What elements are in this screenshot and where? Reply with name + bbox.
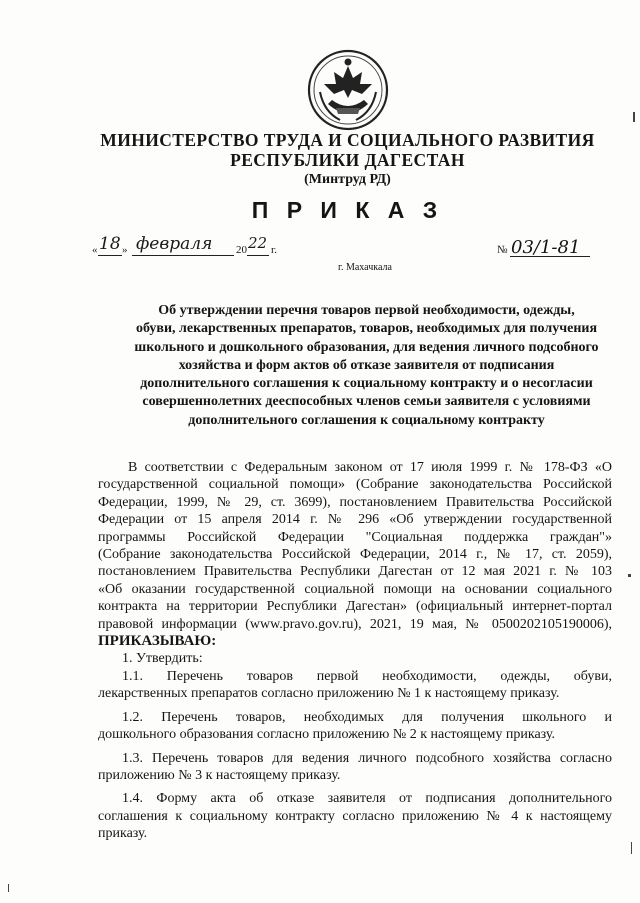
date-day: 18 — [99, 234, 121, 254]
dagestan-coat-of-arms-icon — [306, 48, 390, 132]
clause-1-1-line: лекарственных препаратов согласно приложению № 1 к настоящему приказу. — [98, 686, 560, 702]
clause-1-3-line: 1.3. Перечень товаров для ведения личного подсобного хозяйства согласно — [122, 750, 612, 766]
date-open-quote: « — [92, 244, 98, 256]
date-close-quote: » — [122, 244, 128, 256]
order-subject — [104, 302, 629, 430]
scan-mark — [633, 112, 635, 122]
scan-mark — [631, 842, 632, 854]
preamble-line: правовой информации (www.pravo.gov.ru), 2021, 19 мая, № 0500202105190006), — [98, 616, 612, 632]
preamble-line: государственной социальной помощи» (Собрание законодательства Российской — [98, 477, 612, 493]
subject-line: обуви, лекарственных препаратов, товаров, необходимых для получения — [135, 321, 598, 337]
date-year-prefix: 20 — [236, 244, 247, 256]
preamble-line: Федерации, 1999, № 29, ст. 3699), постановлением Правительства Российской — [98, 494, 612, 510]
subject-line: дополнительного соглашения к социальному контракту и о несогласии — [140, 376, 593, 392]
order-body — [98, 459, 612, 843]
date-month: февраля — [136, 234, 213, 254]
clause-1-4-line: соглашения к социальному контракту согласно приложению № 4 к настоящему — [98, 808, 612, 824]
clause-1-2-line: дошкольного образования согласно приложению № 2 к настоящему приказу. — [98, 727, 555, 743]
city-name: г. Махачкала — [338, 262, 392, 273]
preamble-line: контракта на территории Республики Дагестан» (официальный интернет-портал — [98, 599, 612, 615]
order-keyword: ПРИКАЗЫВАЮ: — [98, 633, 217, 650]
preamble-line: Федерации от 15 апреля 2014 г. № 296 «Об утверждении государственной — [98, 512, 612, 528]
clause-1-4-line: приказу. — [98, 826, 148, 842]
subject-line: Об утверждении перечня товаров первой необходимости, одежды, — [158, 303, 575, 318]
clause-1-4-line: 1.4. Форму акта об отказе заявителя от подписания дополнительного — [122, 791, 612, 807]
order-number — [497, 238, 597, 262]
clause-1-2-line: 1.2. Перечень товаров, необходимых для получения школьного и — [122, 709, 612, 725]
scan-mark — [628, 574, 631, 577]
date-year-suffix: 22 — [248, 234, 268, 252]
clause-1: 1. Утвердить: — [122, 651, 203, 667]
preamble-line: В соответствии с Федеральным законом от 17 июля 1999 г. № 178-ФЗ «О — [128, 460, 612, 475]
subject-line: совершеннолетних дееспособных членов семьи заявителя с условиями — [142, 394, 591, 410]
order-date — [92, 234, 292, 262]
scan-mark — [8, 884, 9, 892]
preamble-line: программы Российской Федерации "Социальная поддержка граждан"» — [98, 529, 612, 545]
preamble-line: (Собрание законодательства Российской Федерации, 2014 г., № 17, ст. 2059), — [98, 547, 612, 563]
subject-line: дополнительного соглашения к социальному контракту — [188, 412, 545, 428]
clause-1-1-line: 1.1. Перечень товаров первой необходимости, одежды, обуви, — [122, 668, 612, 684]
preamble-line: «Об оказании государственной социальной помощи на основании социального — [98, 581, 612, 597]
subject-line: хозяйства и форм актов об отказе заявителя от подписания — [178, 357, 555, 373]
ministry-short-name: (Минтруд РД) — [304, 172, 391, 187]
preamble-line: постановлением Правительства Республики Дагестан от 12 мая 2021 г. № 103 — [98, 564, 612, 580]
ministry-name-line1: МИНИСТЕРСТВО ТРУДА И СОЦИАЛЬНОГО РАЗВИТИЯ — [100, 130, 595, 150]
date-year-unit: г. — [271, 244, 278, 256]
document-type-title: П Р И К А З — [251, 197, 444, 223]
clause-1-3-line: приложению № 3 к настоящему приказу. — [98, 767, 341, 783]
subject-line: школьного и дошкольного образования, для ведения личного подсобного — [134, 339, 599, 355]
number-prefix: № — [497, 244, 508, 256]
number-value: 03/1-81 — [511, 237, 581, 258]
ministry-name-line2: РЕСПУБЛИКИ ДАГЕСТАН — [230, 150, 465, 170]
